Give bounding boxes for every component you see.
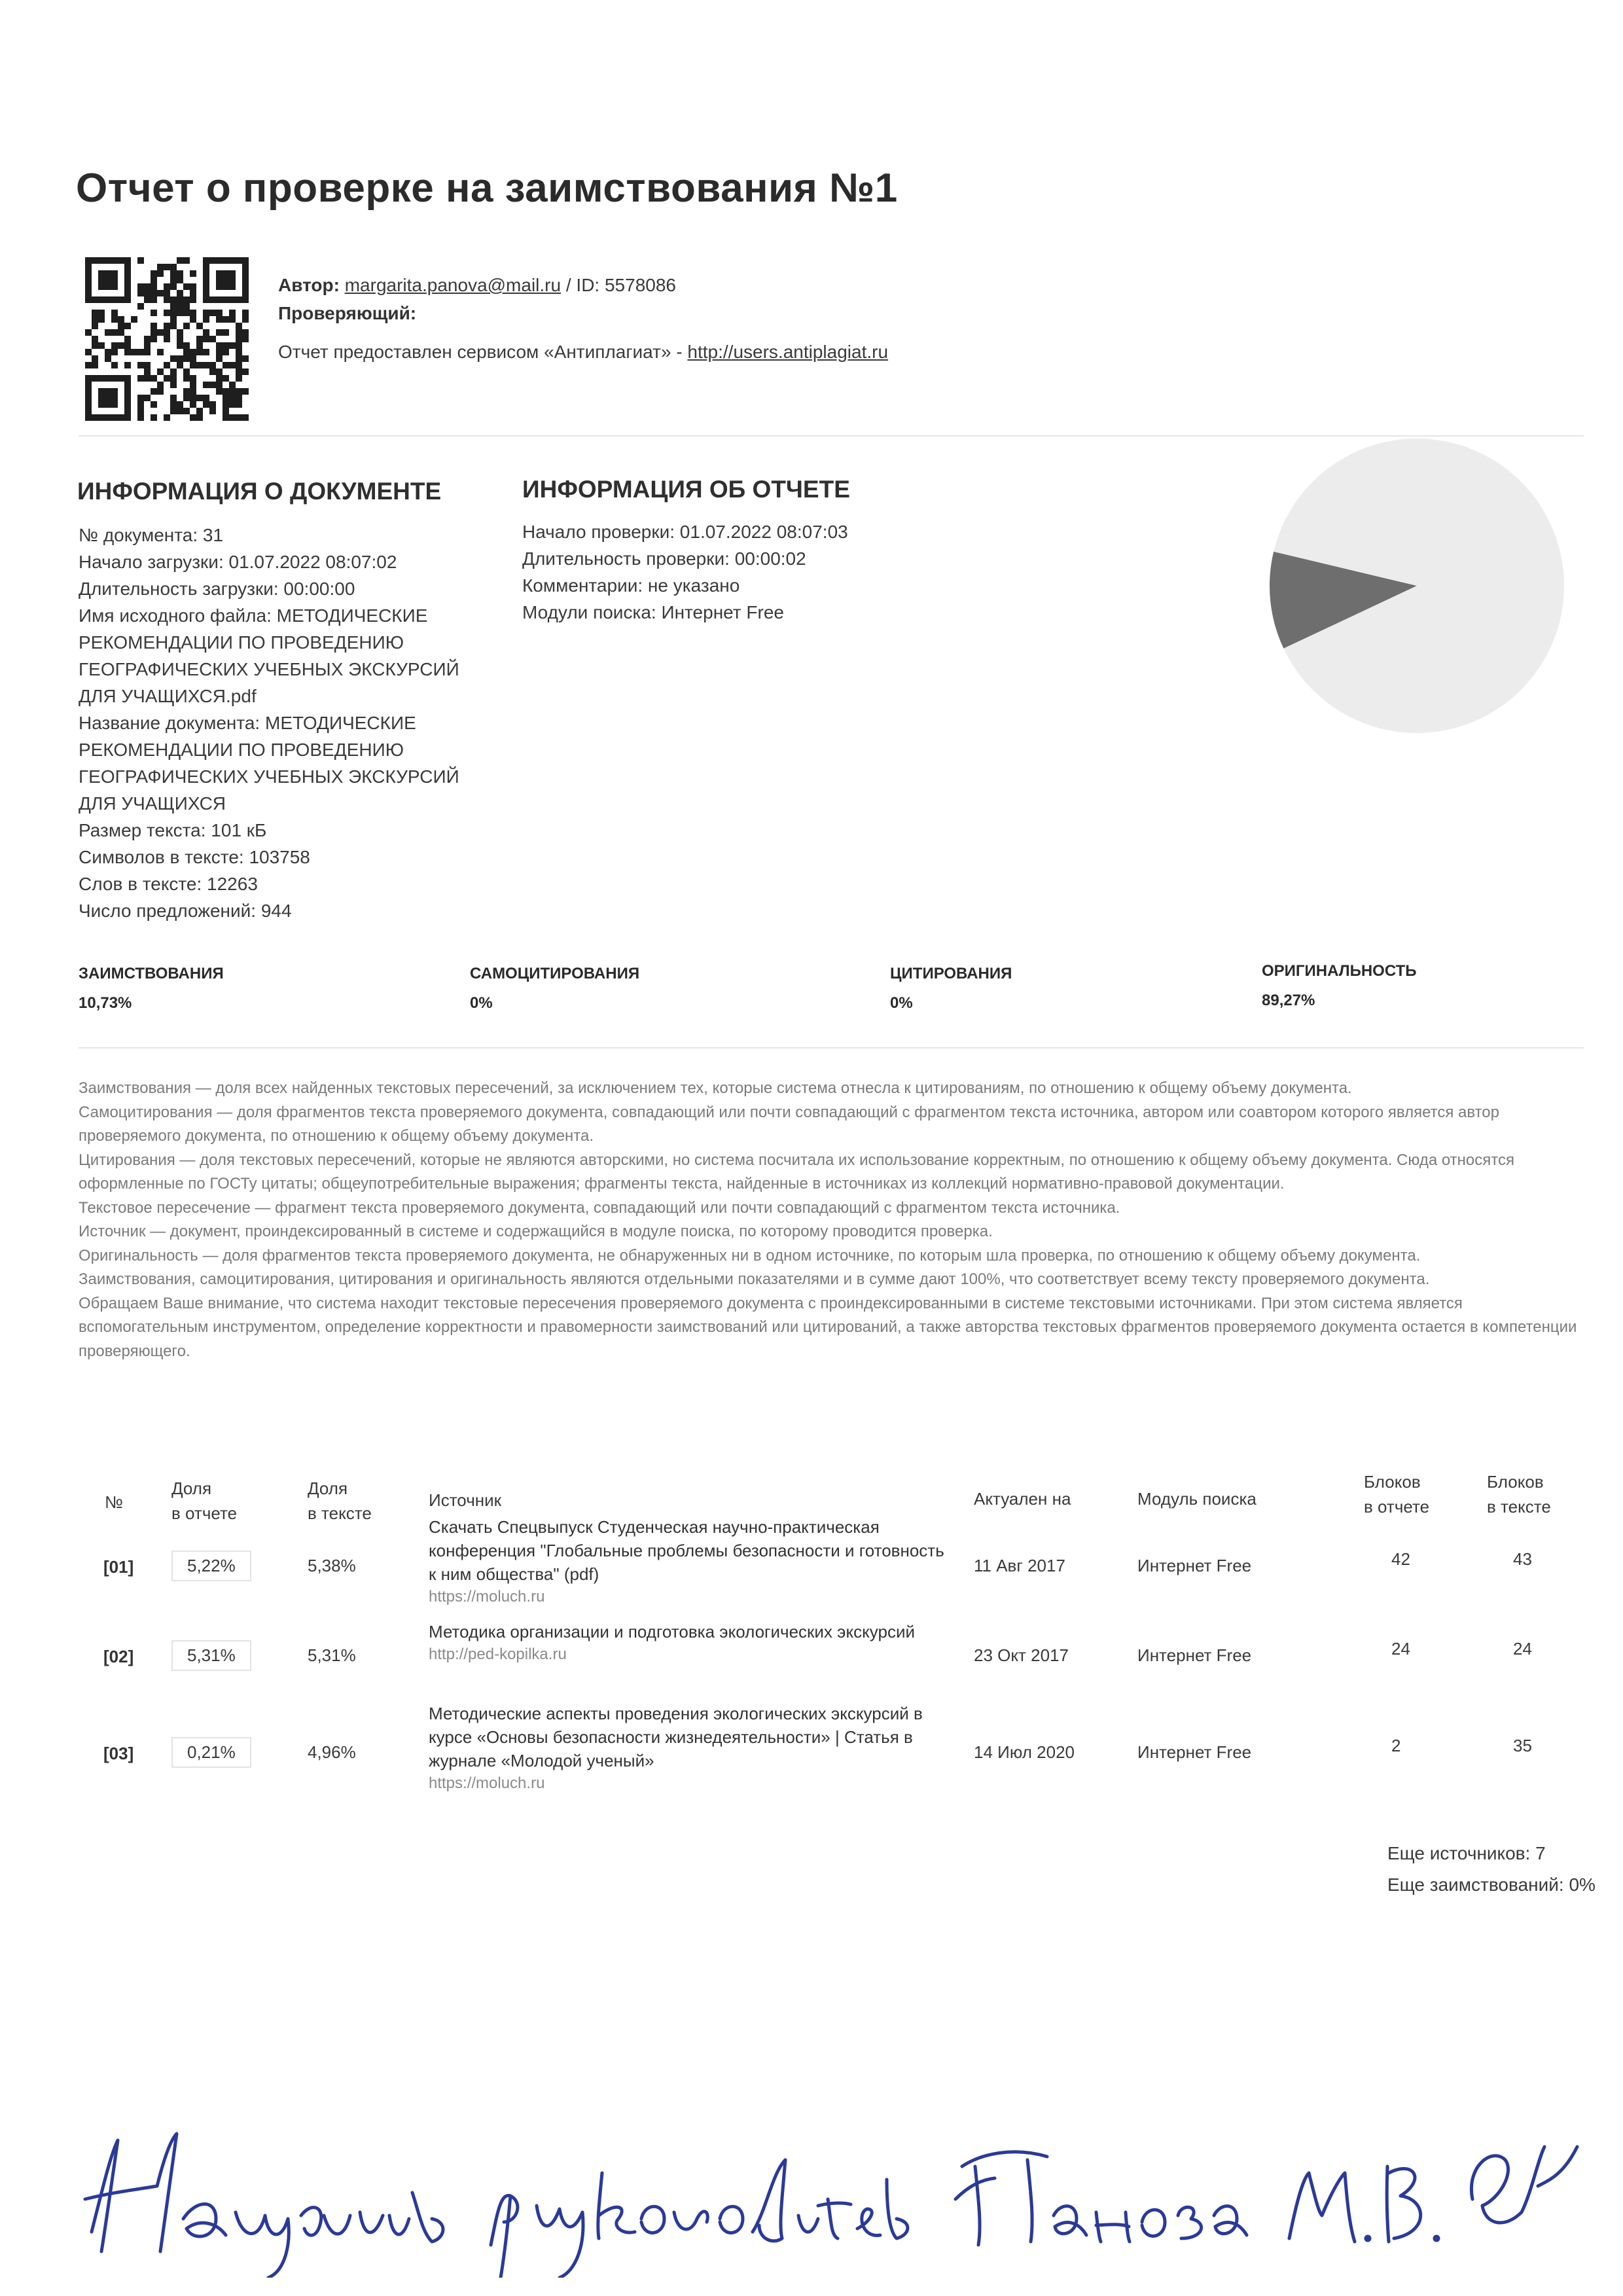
originality-pie-chart — [1263, 432, 1571, 740]
table-row[interactable] — [0, 1620, 1623, 1692]
th-blocks-text — [1487, 1469, 1551, 1519]
metrics-divider — [79, 1047, 1584, 1049]
actual-date: 14 Июл 2020 — [974, 1742, 1075, 1762]
report-info-list — [522, 518, 980, 626]
metric-originality-label: ОРИГИНАЛЬНОСТЬ — [1262, 962, 1417, 980]
doc-info-list — [79, 522, 484, 924]
doc-info-line: Число предложений: 944 — [79, 901, 292, 921]
doc-info-line: Символов в тексте: 103758 — [79, 847, 310, 867]
author-id: / ID: 5578086 — [561, 275, 676, 295]
report-info-line: Длительность проверки: 00:00:02 — [522, 548, 806, 569]
definition-paragraph: Текстовое пересечение — фрагмент текста проверяемого документа, совпадающий или почти совпадающий с фрагментом текста источника. — [79, 1198, 1120, 1217]
doc-info-line: ДЛЯ УЧАЩИХСЯ — [79, 793, 226, 814]
metric-self-citing-label: САМОЦИТИРОВАНИЯ — [470, 965, 640, 982]
th-share-text-line1: Доля — [308, 1479, 348, 1498]
metric-borrowing-value: 10,73% — [79, 994, 132, 1012]
source-url[interactable]: https://moluch.ru — [429, 1774, 545, 1792]
source-url[interactable]: http://ped-kopilka.ru — [429, 1645, 567, 1663]
source-title[interactable]: Методические аспекты проведения экологических экскурсий в курсе «Основы безопасности жизнедеятельности» | Статья в журнале «Молодой ученый» — [429, 1704, 923, 1770]
blocks-in-text: 35 — [1513, 1735, 1532, 1755]
doc-info-line: Название документа: МЕТОДИЧЕСКИЕ — [79, 713, 416, 733]
doc-info-line: Слов в тексте: 12263 — [79, 874, 258, 894]
metric-originality-value: 89,27% — [1262, 992, 1315, 1009]
blocks-in-text: 24 — [1513, 1639, 1532, 1659]
th-blocks-text-line2: в тексте — [1487, 1497, 1551, 1516]
th-blocks-report-line2: в отчете — [1364, 1497, 1430, 1516]
th-actual: Актуален на — [974, 1489, 1071, 1509]
definition-paragraph: Цитирования — доля текстовых пересечений, которые не являются авторскими, но система посчитала их использование корректным, по отношению к общему объему документа. Сюда относятся оформленные по ГОСТу цитаты; общеупотребительные выражения; фрагменты текста, найденные в источниках из коллекций нормативно-правовой документации. — [79, 1151, 1514, 1193]
search-module: Интернет Free — [1137, 1555, 1252, 1575]
doc-info-line: № документа: 31 — [79, 525, 224, 545]
blocks-in-report: 2 — [1391, 1735, 1401, 1755]
doc-info-line: РЕКОМЕНДАЦИИ ПО ПРОВЕДЕНИЮ — [79, 632, 404, 653]
definition-paragraph: Источник — документ, проиндексированный в системе и содержащийся в модуле поиска, по которому проводится проверка. — [79, 1223, 993, 1240]
th-share-report-line2: в отчете — [171, 1503, 238, 1523]
search-module: Интернет Free — [1137, 1742, 1252, 1762]
report-info-line: Модули поиска: Интернет Free — [522, 602, 784, 622]
th-source: Источник — [429, 1490, 501, 1510]
definition-paragraph: Заимствования — доля всех найденных текстовых пересечений, за исключением тех, которые система отнесла к цитированиям, по отношению к общему объему документа. — [79, 1079, 1352, 1097]
th-share-report-line1: Доля — [171, 1479, 212, 1498]
share-in-text: 5,31% — [308, 1645, 356, 1665]
definition-paragraph: Обращаем Ваше внимание, что система находит текстовые пересечения проверяемого документа с проиндексированными в системе текстовыми источниками. При этом система является вспомогательным инструментом, определение корректности и правомерности заимствований или цитирований, а также авторства текстовых фрагментов проверяемого документа остается в компетенции проверяющего. — [79, 1294, 1577, 1360]
doc-info-heading: ИНФОРМАЦИЯ О ДОКУМЕНТЕ — [77, 478, 442, 505]
search-module: Интернет Free — [1137, 1645, 1252, 1665]
author-line — [278, 275, 676, 296]
source-url[interactable]: https://moluch.ru — [429, 1588, 545, 1605]
th-blocks-report-line1: Блоков — [1364, 1472, 1421, 1492]
source-title[interactable]: Скачать Спецвыпуск Студенческая научно-практическая конференция "Глобальные проблемы безопасности и готовность к ним общества" (pdf) — [429, 1517, 944, 1584]
definition-paragraph: Самоцитирования — доля фрагментов текста проверяемого документа, совпадающий или почти совпадающий с фрагментом текста источника, автором или соавтором которого является автор проверяемого документа, по отношению к общему объему документа. — [79, 1103, 1499, 1145]
definitions-legend — [79, 1077, 1590, 1363]
blocks-in-report: 42 — [1391, 1549, 1410, 1569]
report-info-line: Комментарии: не указано — [522, 575, 740, 596]
report-title: Отчет о проверке на заимствования №1 — [76, 166, 898, 211]
author-label: Автор: — [278, 275, 340, 295]
share-in-text: 5,38% — [308, 1555, 356, 1575]
doc-info-line: ДЛЯ УЧАЩИХСЯ.pdf — [79, 686, 257, 706]
provided-by-text: Отчет предоставлен сервисом «Антиплагиат» - — [278, 342, 688, 362]
blocks-in-report: 24 — [1391, 1639, 1410, 1659]
report-info-line: Начало проверки: 01.07.2022 08:07:03 — [522, 522, 848, 542]
handwritten-signature — [65, 2081, 1584, 2278]
report-info-heading: ИНФОРМАЦИЯ ОБ ОТЧЕТЕ — [522, 476, 850, 503]
definition-paragraph: Оригинальность — доля фрагментов текста проверяемого документа, не обнаруженных ни в одном источнике, по которым шла проверка, по отношению к общему объему документа. — [79, 1246, 1421, 1265]
share-in-report: 5,31% — [171, 1640, 251, 1671]
share-in-text: 4,96% — [308, 1742, 356, 1762]
share-in-report: 5,22% — [171, 1551, 251, 1581]
th-module: Модуль поиска — [1137, 1489, 1257, 1509]
more-borrowings: Еще заимствований: 0% — [1387, 1874, 1596, 1895]
doc-info-line: Имя исходного файла: МЕТОДИЧЕСКИЕ — [79, 605, 428, 626]
share-in-report: 0,21% — [171, 1737, 251, 1768]
author-email-link[interactable]: margarita.panova@mail.ru — [344, 275, 562, 295]
metric-citing-value: 0% — [890, 994, 913, 1012]
doc-info-line: РЕКОМЕНДАЦИИ ПО ПРОВЕДЕНИЮ — [79, 740, 404, 760]
service-url-link[interactable]: http://users.antiplagiat.ru — [687, 342, 889, 362]
doc-info-line: Длительность загрузки: 00:00:00 — [79, 579, 355, 599]
reviewer-line — [278, 303, 416, 324]
actual-date: 23 Окт 2017 — [974, 1645, 1069, 1665]
qr-code-icon — [85, 257, 249, 421]
provided-by-line — [278, 342, 888, 363]
definition-paragraph: Заимствования, самоцитирования, цитирования и оригинальность являются отдельными показателями и в сумме дают 100%, что соответствует всему тексту проверяемого документа. — [79, 1270, 1430, 1288]
reviewer-label: Проверяющий: — [278, 303, 417, 323]
metric-self-citing-value: 0% — [470, 994, 493, 1012]
source-title[interactable]: Методика организации и подготовка экологических экскурсий — [429, 1622, 915, 1641]
table-row[interactable] — [0, 1515, 1623, 1617]
th-share-text-line2: в тексте — [308, 1503, 372, 1523]
doc-info-line: Размер текста: 101 кБ — [79, 820, 267, 840]
th-blocks-text-line1: Блоков — [1487, 1472, 1544, 1492]
metric-citing-label: ЦИТИРОВАНИЯ — [890, 965, 1012, 982]
row-number: [01] — [103, 1556, 134, 1577]
th-blocks-report — [1364, 1469, 1429, 1519]
doc-info-line: ГЕОГРАФИЧЕСКИХ УЧЕБНЫХ ЭКСКУРСИЙ — [79, 659, 459, 679]
row-number: [02] — [103, 1647, 134, 1666]
table-row[interactable] — [0, 1702, 1623, 1803]
metric-borrowing-label: ЗАИМСТВОВАНИЯ — [79, 965, 224, 982]
row-number: [03] — [103, 1743, 134, 1763]
th-num: № — [105, 1492, 123, 1512]
doc-info-line: ГЕОГРАФИЧЕСКИХ УЧЕБНЫХ ЭКСКУРСИЙ — [79, 766, 459, 787]
blocks-in-text: 43 — [1513, 1549, 1532, 1569]
actual-date: 11 Авг 2017 — [974, 1555, 1065, 1575]
more-sources: Еще источников: 7 — [1387, 1843, 1546, 1863]
doc-info-line: Начало загрузки: 01.07.2022 08:07:02 — [79, 552, 397, 572]
